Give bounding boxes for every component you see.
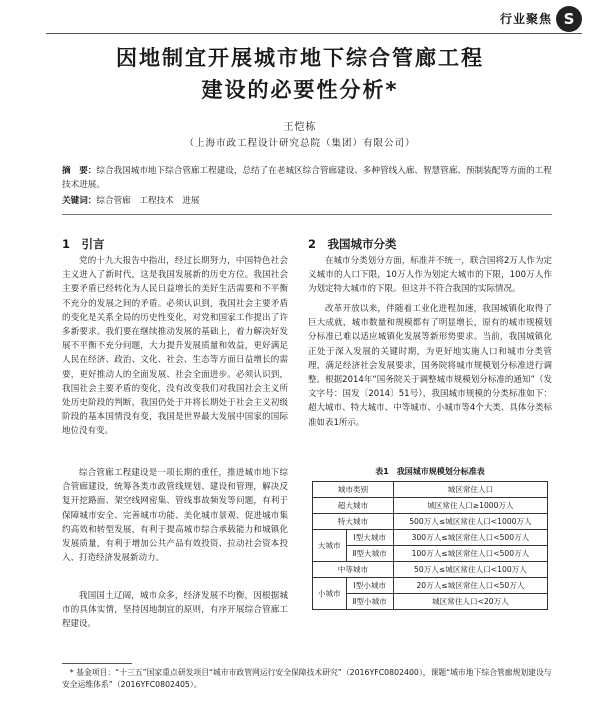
table-row (313, 530, 548, 546)
table-caption: 表1 我国城市规模划分标准表 (375, 467, 485, 476)
table-cell: Ⅱ型小城市 (346, 594, 393, 610)
title-line-1: 因地制宜开展城市地下综合管廊工程 (116, 46, 484, 70)
table-row (313, 562, 548, 578)
table-cell: 300万人≤城区常住人口<500万人 (393, 530, 547, 546)
footnote-rule (62, 663, 132, 664)
table-cell: Ⅰ型大城市 (346, 530, 393, 546)
section-heading-2: 2 我国城市分类 (308, 237, 397, 251)
table-cell: 小城市 (313, 578, 347, 610)
divider (62, 214, 552, 215)
table-cell: 超大城市 (313, 498, 394, 514)
keywords-label: 关键词： (62, 196, 97, 206)
section-label: 行业聚焦 (499, 12, 552, 26)
author: 王恺栋 (283, 122, 317, 133)
affiliation: （上海市政工程设计研究总院（集团）有限公司） (184, 138, 416, 149)
table-cell: Ⅱ型大城市 (346, 546, 393, 562)
table-cell: 城区常住人口<20万人 (393, 594, 547, 610)
table-cell: 城区常住人口≥1000万人 (393, 498, 547, 514)
journal-logo: S (556, 6, 582, 32)
table-row (313, 498, 548, 514)
table-row (313, 482, 548, 498)
body-paragraph: 我国国土辽阔，城市众多，经济发展不均衡，因根据城市的具体实情，坚持因地制宜的原则，有序开展综合管廊工程建设。 (62, 591, 288, 630)
abstract-label: 摘 要： (62, 166, 97, 176)
body-paragraph: 综合管廊工程建设是一项长期的重任，推进城市地下综合管廊建设，统筹各类市政管线规划、建设和管理，解决反复开挖路面、架空线网密集、管线事故频发等问题，有利于保障城市安全、完善城市功能、美化城市景观、促进城市集约高效和转型发展，有利于提高城市综合承载能力和城镇化发展质量，有利于增加公共产品有效投资、拉动社会资本投入、打造经济发展新动力。 (62, 468, 288, 564)
body-paragraph: 党的十九大报告中指出，经过长期努力，中国特色社会主义进入了新时代，这是我国发展新的历史方位。我国社会主要矛盾已经转化为人民日益增长的美好生活需要和不平衡不充分的发展之间的矛盾。必须认识到，我国社会主要矛盾的变化是关系全局的历史性变化，对党和国家工作提出了许多新要求。我们要在继续推动发展的基础上，着力解决好发展不平衡不充分问题，大力提升发展质量和效益，更好满足人民在经济、政治、文化、社会、生态等方面日益增长的需要，更好推动人的全面发展、社会全面进步。必须认识到，我国社会主要矛盾的变化，没有改变我们对我国社会主义所处历史阶段的判断，我国仍处于并将长期处于社会主义初级阶段的基本国情没有变，我国是世界最大发展中国家的国际地位没有变。 (62, 256, 288, 437)
keywords-text: 综合管廊 工程技术 进展 (96, 196, 200, 206)
table-row (313, 594, 548, 610)
body-paragraph: 改革开放以来，伴随着工业化进程加速，我国城镇化取得了巨大成就，城市数量和规模都有了明显增长，原有的城市规模划分标准已难以适应城镇化发展等新形势要求。当前，我国城镇化正处于深入发展的关键时期，为更好地实施人口和城市分类管理，满足经济社会发展要求，国务院将城市规模划分标准进行调整。根据2014年“国务院关于调整城市规模划分标准的通知”（发文字号：国发〔2014〕51号），我国城市规模的分类标准如下：超大城市、特大城市、中等城市、小城市等4个大类、具体分类标准如表1所示。 (308, 304, 552, 428)
section-heading-1: 1 引言 (62, 237, 105, 251)
table-row (313, 546, 548, 562)
table-cell: 50万人≤城区常住人口<100万人 (393, 562, 547, 578)
table-cell: 500万人≤城区常住人口<1000万人 (393, 514, 547, 530)
table-cell: 中等城市 (313, 562, 394, 578)
table-cell: 大城市 (313, 530, 347, 562)
city-classification-table (312, 481, 548, 610)
table-row (313, 514, 548, 530)
table-row (313, 578, 548, 594)
header-rule (46, 33, 582, 34)
keywords (62, 194, 552, 208)
title-line-2: 建设的必要性分析* (201, 78, 399, 102)
footnote: * 基金项目：“十三五”国家重点研发项目“城市市政管网运行安全保障技术研究”（2016YFC0802400），课题“城市地下综合管廊规划建设与安全运维体系”（2016YFC0802405）。 (62, 668, 552, 689)
table-cell: 100万人≤城区常住人口<500万人 (393, 546, 547, 562)
table-header-cell: 城市类别 (313, 482, 394, 498)
table-cell: Ⅰ型小城市 (346, 578, 393, 594)
abstract-text: 综合我国城市地下综合管廊工程建设，总结了在老城区综合管廊建设、多种管线入廊、智慧管廊、预制装配等方面的工程技术进展。 (62, 166, 552, 190)
abstract (62, 164, 552, 192)
table-cell: 20万人≤城区常住人口<50万人 (393, 578, 547, 594)
table-header-cell: 城区常住人口 (393, 482, 547, 498)
table-cell: 特大城市 (313, 514, 394, 530)
body-paragraph: 在城市分类划分方面，标准并不统一，联合国将2万人作为定义城市的人口下限，10万人作为划定大城市的下限，100万人作为划定特大城市的下限。但这并不符合我国的实际情况。 (308, 256, 552, 295)
